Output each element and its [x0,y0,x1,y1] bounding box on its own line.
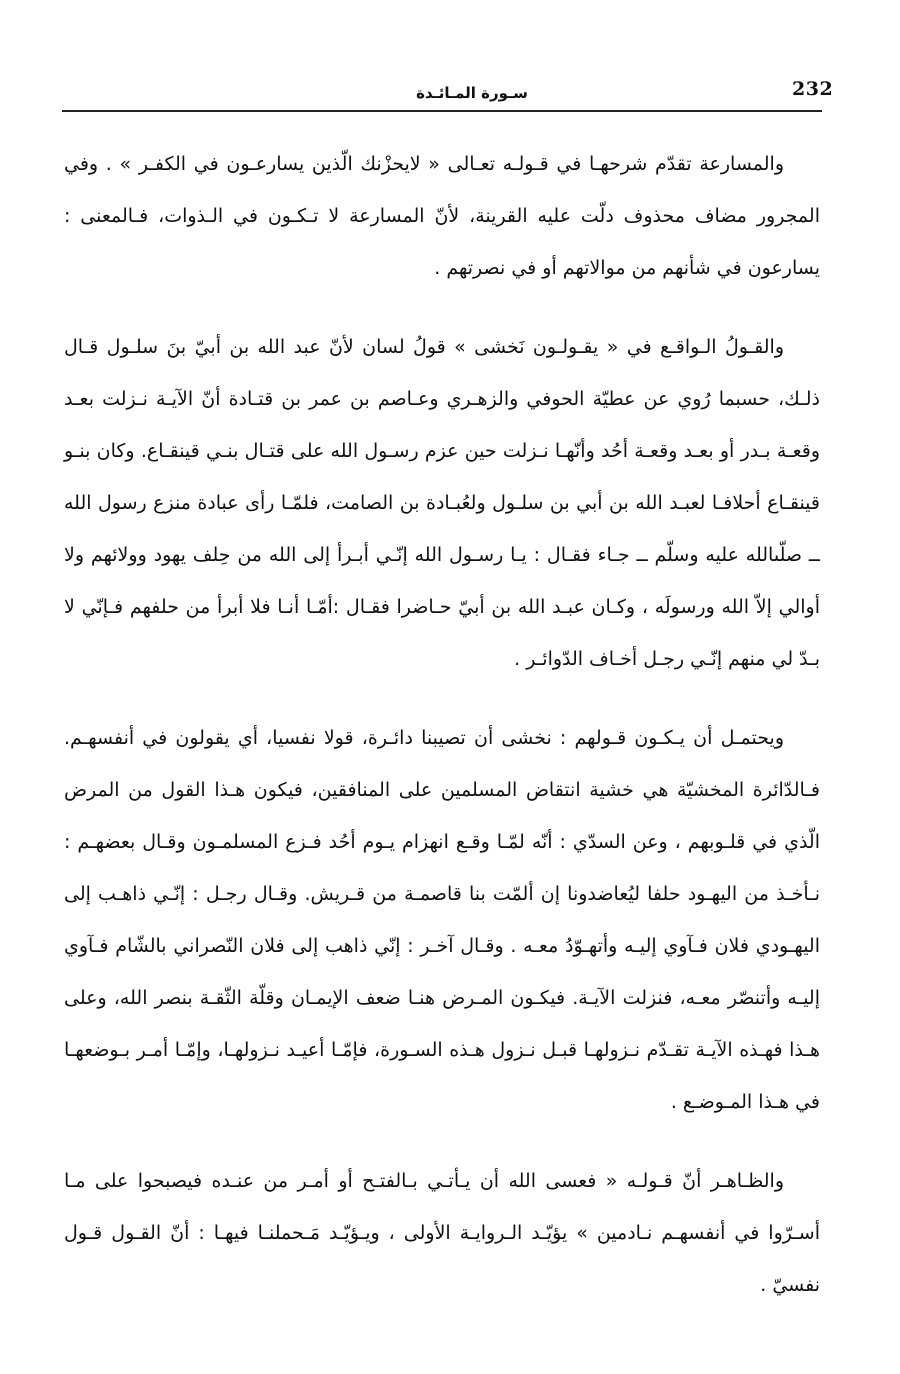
paragraph-4: والظـاهـر أنّ قـولـه « فعسى الله أن يـأتـي بـالفتـح أو أمـر من عنـده فيصبحوا على مـا أسـرّوا في أنفسهـم نـادمين » يؤيّـد الـروايـة الأولى ، ويـؤيّـد مَـحملنـا فيهـا : أنّ القـول قـول نفسيّ . [64,1170,820,1296]
running-head-surah-title: سـورة المـائـدة [416,84,528,102]
header-divider [62,110,822,112]
page-body [64,138,820,1338]
paragraph-3: ويحتمـل أن يـكـون قـولهم : نخشى أن تصيبنا دائـرة، قولا نفسيا، أي يقولون في أنفسهـم. فـالدّائرة المخشيّة هي خشية انتقاض المسلمين على المنافقين، فيكون هـذا القول من المرض الّذي في قلـوبهم ، وعن السدّي : أنّه لمّـا وقـع انهزام يـوم أحُد فـزع المسلمـون وقـال بعضهـم : نـأخـذ من اليهـود حلفا ليُعاضدونا إن ألمّت بنا قاصمـة من قـريش. وقـال رجـل : إنّـي ذاهـب إلى اليهـودي فلان فـآوي إليـه وأتهـوّدُ معـه . وقـال آخـر : إنّي ذاهب إلى فلان النّصراني بالشّام فـآوي إليـه وأتنصّر معـه، فنزلت الآيـة. فيكـون المـرض هنـا ضعف الإيمـان وقلّة الثّقـة بنصر الله، وعلى هـذا فهـذه الآيـة تقـدّم نـزولهـا قبـل نـزول هـذه السـورة، فإمّـا أعيـد نـزولهـا، وإمّـا أمـر بـوضعهـا في هـذا المـوضـع . [64,727,820,1113]
paragraph-2: والقـولُ الـواقـع في « يقـولـون نَخشى » قولُ لسان لأنّ عبد الله بن أبيّ بنَ سلـول قـال ذلـك، حسبما رُوي عن عطيّة الحوفي والزهـري وعـاصم بن عمر بن قتـادة أنّ الآيـة نـزلت بعـد وقعـة بـدر أو بعـد وقعـة أحُد وأنّهـا نـزلت حين عزم رسـول الله على قتـال بنـي قينقـاع. وكان بنـو قينقـاع أحلافـا لعبـد الله بن أبي بن سلـول ولعُبـادة بن الصامت، فلمّـا رأى عبادة منزع رسول الله ــ صلّىالله عليه وسلّم ــ جـاء فقـال : يـا رسـول الله إنّـي أبـرأ إلى الله من حِلف يهود وولائهم ولا أوالي إلاّ الله ورسولَه ، وكـان عبـد الله بن أبيّ حـاضرا فقـال :أمّـا أنـا فلا أبرأ من حلفهم فـإنّي لا بـدّ لي منهم إنّـي رجـل أخـاف الدّوائـر . [64,336,820,670]
paragraph-1: والمسارعة تقدّم شرحهـا في قـولـه تعـالى « لايحزْنك الّذين يسارعـون في الكفـر » . وفي المجرور مضاف محذوف دلّت عليه القرينة، لأنّ المسارعة لا تـكـون في الـذوات، فـالمعنى : يسارعون في شأنهم من موالاتهم أو في نصرتهم . [64,153,820,279]
page-number: 232 [792,78,834,100]
page-header [62,70,834,110]
